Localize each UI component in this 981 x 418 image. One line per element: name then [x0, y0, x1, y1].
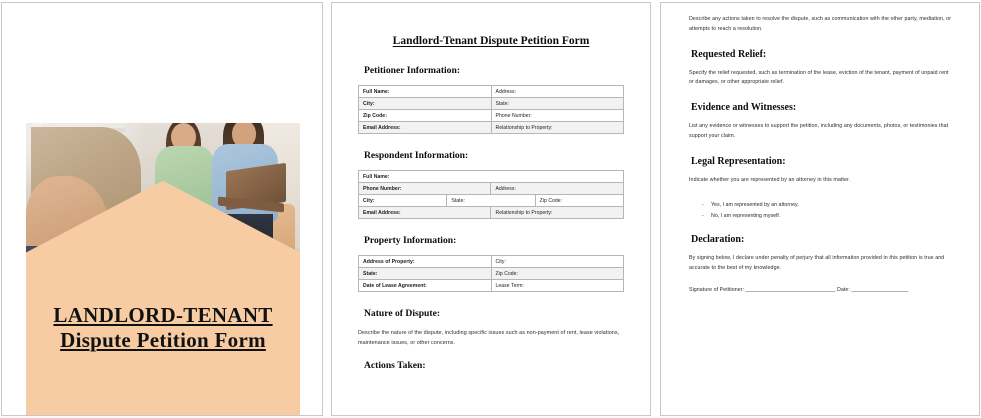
evidence-and-witnesses-text: List any evidence or witnesses to support the petition, including any documents, photos, or testimonies that support your claim.	[689, 123, 949, 139]
page-title: Landlord-Tenant Dispute Petition Form	[392, 35, 590, 47]
field-label-address[interactable]: Address:	[491, 86, 624, 98]
heading-requested-relief: Requested Relief:	[691, 48, 767, 60]
page-3-body	[689, 15, 955, 293]
list-item[interactable]: - Yes, I am represented by an attorney.	[711, 200, 955, 211]
table-row[interactable]	[359, 280, 624, 292]
field-label-property-zip-code[interactable]: Zip Code:	[491, 268, 624, 280]
petitioner-information-table[interactable]	[358, 85, 624, 134]
table-row[interactable]	[359, 98, 624, 110]
list-item[interactable]: - No, I am representing myself.	[711, 211, 955, 222]
field-label-state[interactable]: State:	[491, 98, 624, 110]
field-label-respondent-zip-code[interactable]: Zip Code:	[535, 195, 623, 207]
page-2-body	[358, 25, 624, 380]
table-row[interactable]	[359, 195, 624, 207]
field-label-lease-term[interactable]: Lease Term:	[491, 280, 624, 292]
heading-property-information: Property Information:	[364, 235, 457, 246]
signature-line[interactable]: Signature of Petitioner: ______________________________ Date: ___________________	[689, 287, 909, 294]
document-page-1[interactable]	[1, 2, 323, 416]
field-label-respondent-full-name[interactable]: Full Name:	[359, 171, 624, 183]
field-label-respondent-relationship-to-property[interactable]: Relationship to Property:	[491, 207, 624, 219]
cover-title-line-2: Dispute Petition Form	[60, 327, 266, 352]
property-information-table[interactable]	[358, 255, 624, 292]
field-label-respondent-address[interactable]: Address:	[491, 183, 624, 195]
field-label-property-state[interactable]: State:	[359, 268, 492, 280]
field-label-property-city[interactable]: City:	[491, 256, 624, 268]
respondent-information-table[interactable]	[358, 170, 624, 219]
table-row[interactable]	[359, 122, 624, 134]
table-row[interactable]	[359, 268, 624, 280]
heading-declaration: Declaration:	[691, 233, 745, 245]
document-page-3[interactable]	[660, 2, 980, 416]
actions-taken-text: Describe any actions taken to resolve the dispute, such as communication with the other party, mediation, or attempts to reach a resolution.	[689, 16, 952, 32]
field-label-city[interactable]: City:	[359, 98, 492, 110]
heading-legal-representation: Legal Representation:	[691, 155, 786, 167]
requested-relief-text: Specify the relief requested, such as termination of the lease, eviction of the tenant, payment of unpaid rent or damages, or other appropriate relief.	[689, 69, 949, 86]
field-label-zip-code[interactable]: Zip Code:	[359, 110, 492, 122]
field-label-phone-number[interactable]: Phone Number:	[491, 110, 624, 122]
table-row[interactable]	[359, 86, 624, 98]
document-page-2[interactable]	[331, 2, 651, 416]
table-row[interactable]	[359, 256, 624, 268]
cover-title-line-1: LANDLORD-TENANT	[53, 303, 273, 327]
heading-evidence-and-witnesses: Evidence and Witnesses:	[691, 102, 797, 114]
field-label-address-of-property[interactable]: Address of Property:	[359, 256, 492, 268]
table-row[interactable]	[359, 207, 624, 219]
field-label-relationship-to-property[interactable]: Relationship to Property:	[491, 122, 624, 134]
heading-actions-taken: Actions Taken:	[364, 360, 426, 371]
table-row[interactable]	[359, 183, 624, 195]
heading-nature-of-dispute: Nature of Dispute:	[364, 308, 441, 319]
legal-representation-text: Indicate whether you are represented by an attorney in this matter.	[689, 176, 851, 183]
heading-petitioner-information: Petitioner Information:	[364, 65, 461, 76]
table-row[interactable]	[359, 110, 624, 122]
table-row[interactable]	[359, 171, 624, 183]
field-label-respondent-state[interactable]: State:	[447, 195, 535, 207]
heading-respondent-information: Respondent Information:	[364, 150, 469, 161]
declaration-text: By signing below, I declare under penalty of perjury that all information provided in this petition is true and accurate to the best of my knowledge.	[689, 254, 945, 271]
field-label-respondent-email-address[interactable]: Email Address:	[359, 207, 491, 219]
field-label-respondent-phone-number[interactable]: Phone Number:	[359, 183, 491, 195]
nature-of-dispute-text: Describe the nature of the dispute, including specific issues such as non-payment of rent, lease violations, maintenance issues, or other concerns.	[358, 330, 620, 346]
cover-title	[26, 303, 300, 353]
field-label-email-address[interactable]: Email Address:	[359, 122, 492, 134]
legal-representation-options	[689, 200, 955, 222]
field-label-respondent-city[interactable]: City:	[359, 195, 447, 207]
field-label-date-of-lease-agreement[interactable]: Date of Lease Agreement:	[359, 280, 492, 292]
field-label-full-name[interactable]: Full Name:	[359, 86, 492, 98]
